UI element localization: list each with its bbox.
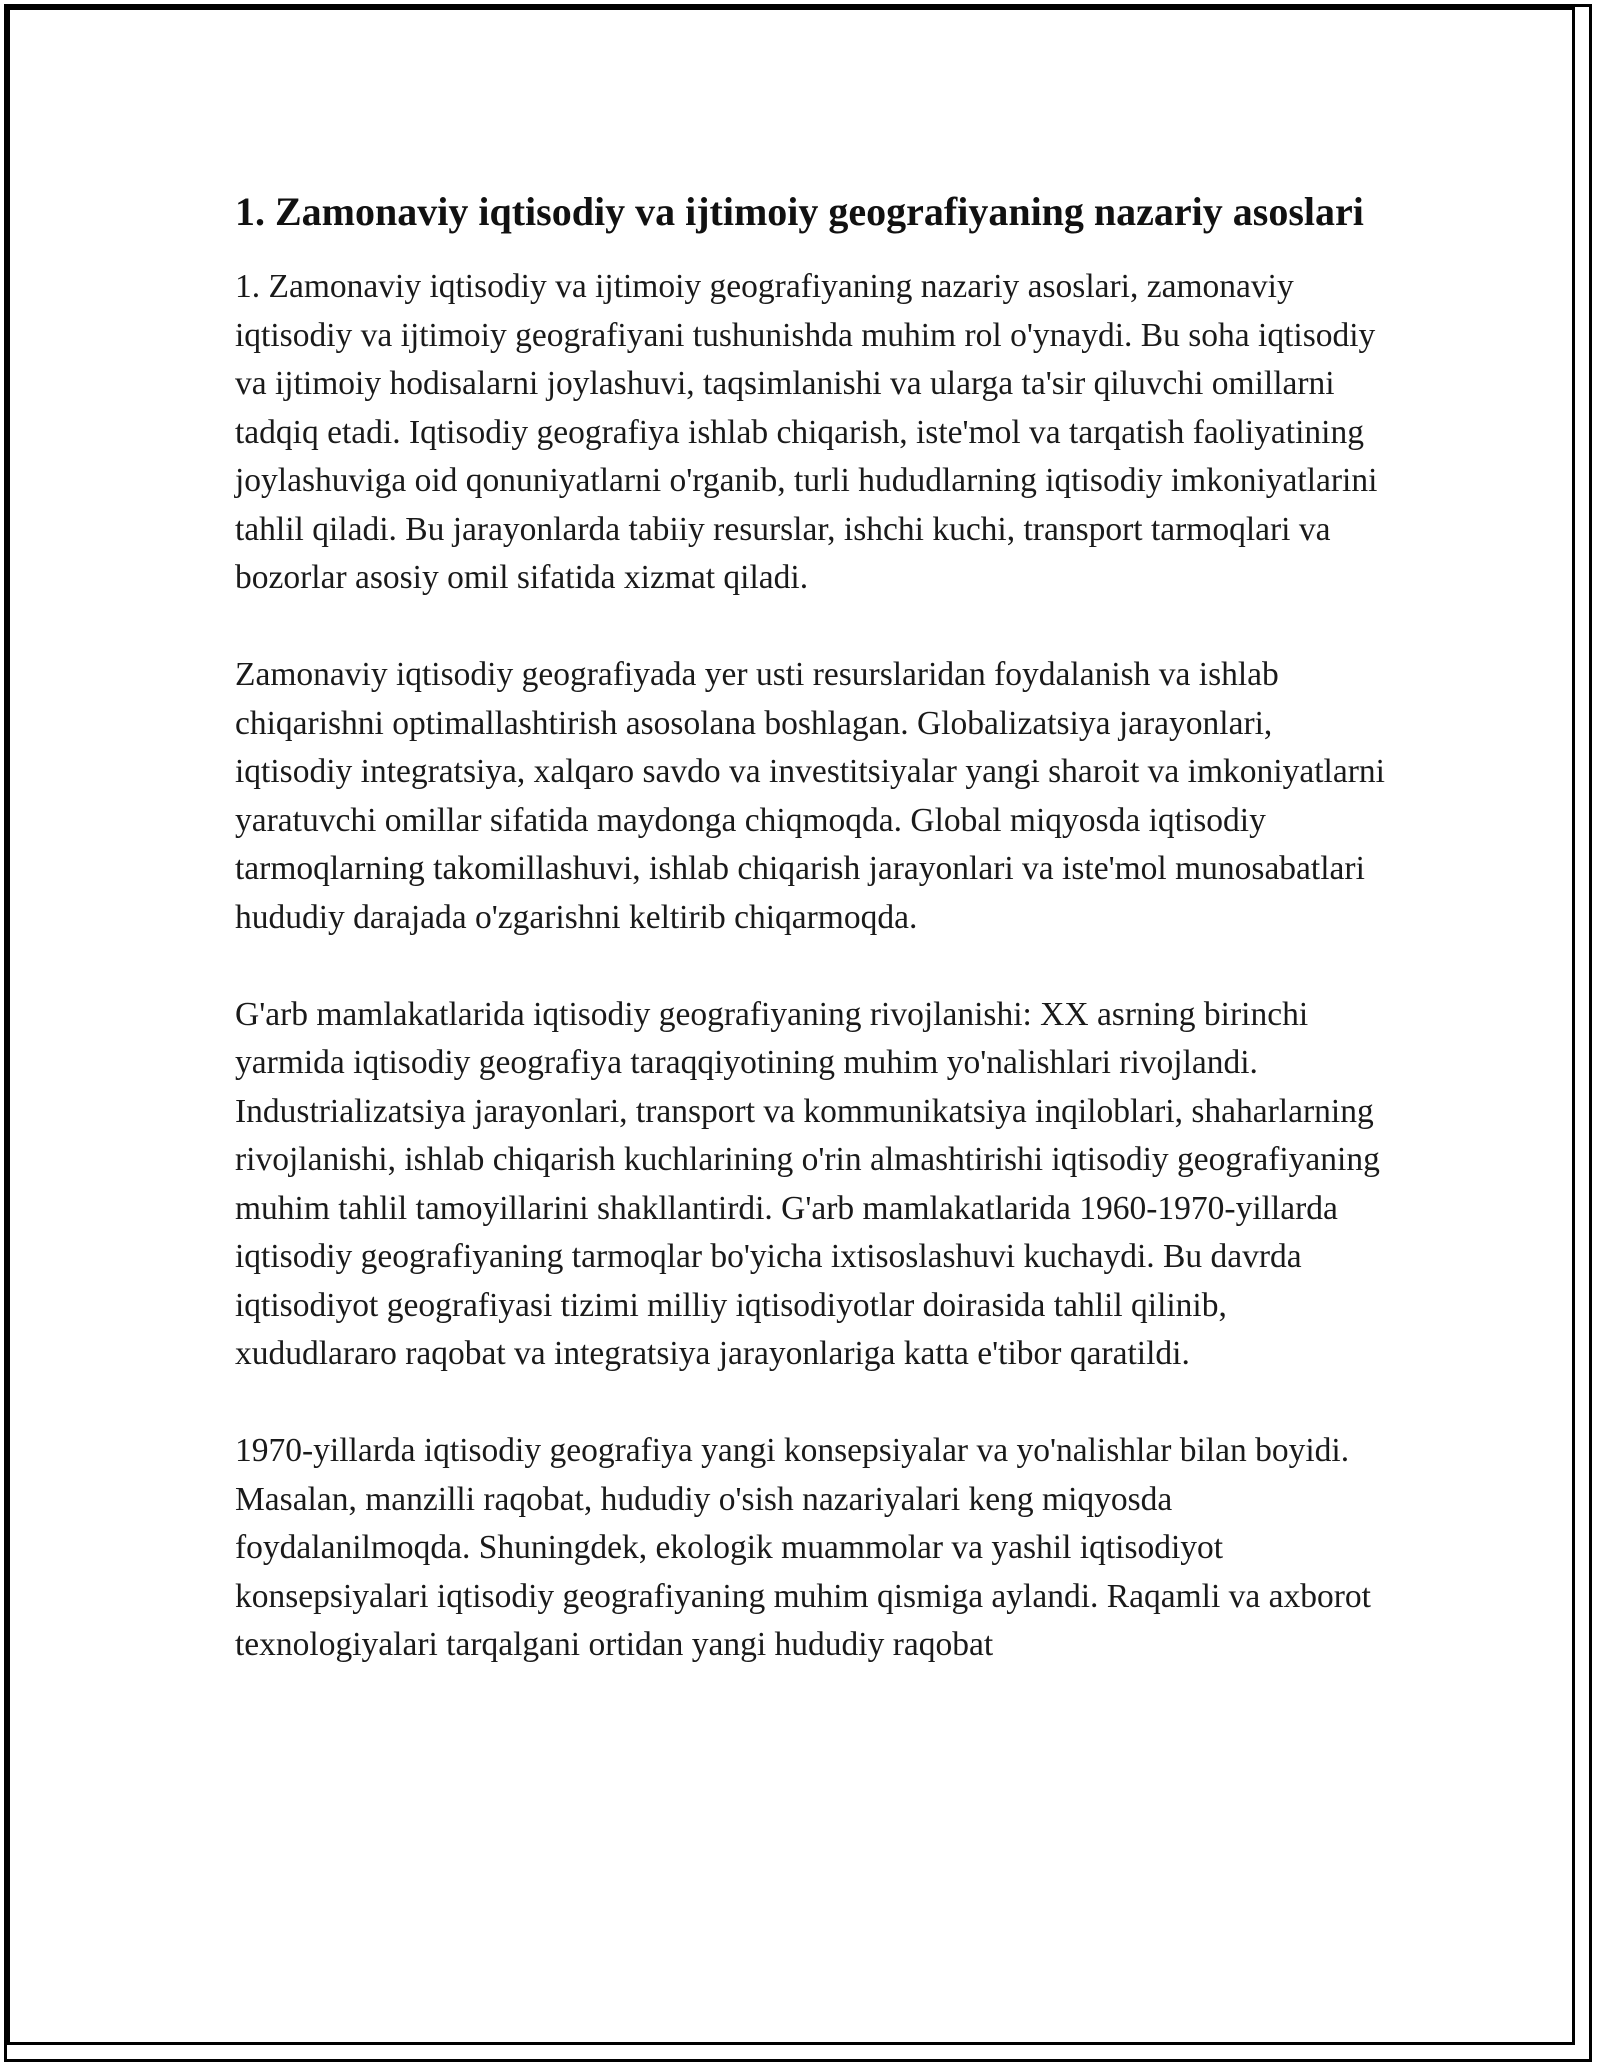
paragraph-4: 1970-yillarda iqtisodiy geografiya yangi konsepsiyalar va yo'nalishlar bilan boyidi. Masalan, manzilli raqobat, hududiy o'sish nazariyalari keng miqyosda foydalanilmoqda. Shuningdek, ekologik muammolar va yashil iqtisodiyot konsepsiyalari iqtisodiy geografiyaning muhim qismiga aylandi. Raqamli va axborot texnologiyalari tarqalgani ortidan yangi hududiy raqobat	[235, 1432, 1371, 1663]
paragraph-1: 1. Zamonaviy iqtisodiy va ijtimoiy geografiyaning nazariy asoslari, zamonaviy iqtisodiy va ijtimoiy geografiyani tushunishda muhim rol o'ynaydi. Bu soha iqtisodiy va ijtimoiy hodisalarni joylashuvi, taqsimlanishi va ularga ta'sir qiluvchi omillarni tadqiq etadi. Iqtisodiy geografiya ishlab chiqarish, iste'mol va tarqatish faoliyatining joylashuviga oid qonuniyatlarni o'rganib, turli hududlarning iqtisodiy imkoniyatlarini tahlil qiladi. Bu jarayonlarda tabiiy resurslar, ishchi kuchi, transport tarmoqlari va bozorlar asosiy omil sifatida xizmat qiladi.	[235, 268, 1378, 596]
paragraph-2: Zamonaviy iqtisodiy geografiyada yer usti resurslaridan foydalanish va ishlab chiqarishni optimallashtirish asosolana boshlagan. Globalizatsiya jarayonlari, iqtisodiy integratsiya, xalqaro savdo va investitsiyalar yangi sharoit va imkoniyatlarni yaratuvchi omillar sifatida maydonga chiqmoqda. Global miqyosda iqtisodiy tarmoqlarning takomillashuvi, ishlab chiqarish jarayonlari va iste'mol munosabatlari hududiy darajada o'zgarishni keltirib chiqarmoqda.	[235, 656, 1385, 936]
paragraph-3: G'arb mamlakatlarida iqtisodiy geografiyaning rivojlanishi: XX asrning birinchi yarmida iqtisodiy geografiya taraqqiyotining muhim yo'nalishlari rivojlandi. Industrializatsiya jarayonlari, transport va kommunikatsiya inqiloblari, shaharlarning rivojlanishi, ishlab chiqarish kuchlarining o'rin almashtirishi iqtisodiy geografiyaning muhim tahlil tamoyillarini shakllantirdi. G'arb mamlakatlarida 1960-1970-yillarda iqtisodiy geografiyaning tarmoqlar bo'yicha ixtisoslashuvi kuchaydi. Bu davrda iqtisodiyot geografiyasi tizimi milliy iqtisodiyotlar doirasida tahlil qilinib, xududlararo raqobat va integratsiya jarayonlariga katta e'tibor qaratildi.	[235, 995, 1380, 1372]
section-heading: 1. Zamonaviy iqtisodiy va ijtimoiy geografiyaning nazariy asoslari	[235, 189, 1364, 234]
document-content	[235, 184, 1385, 1670]
